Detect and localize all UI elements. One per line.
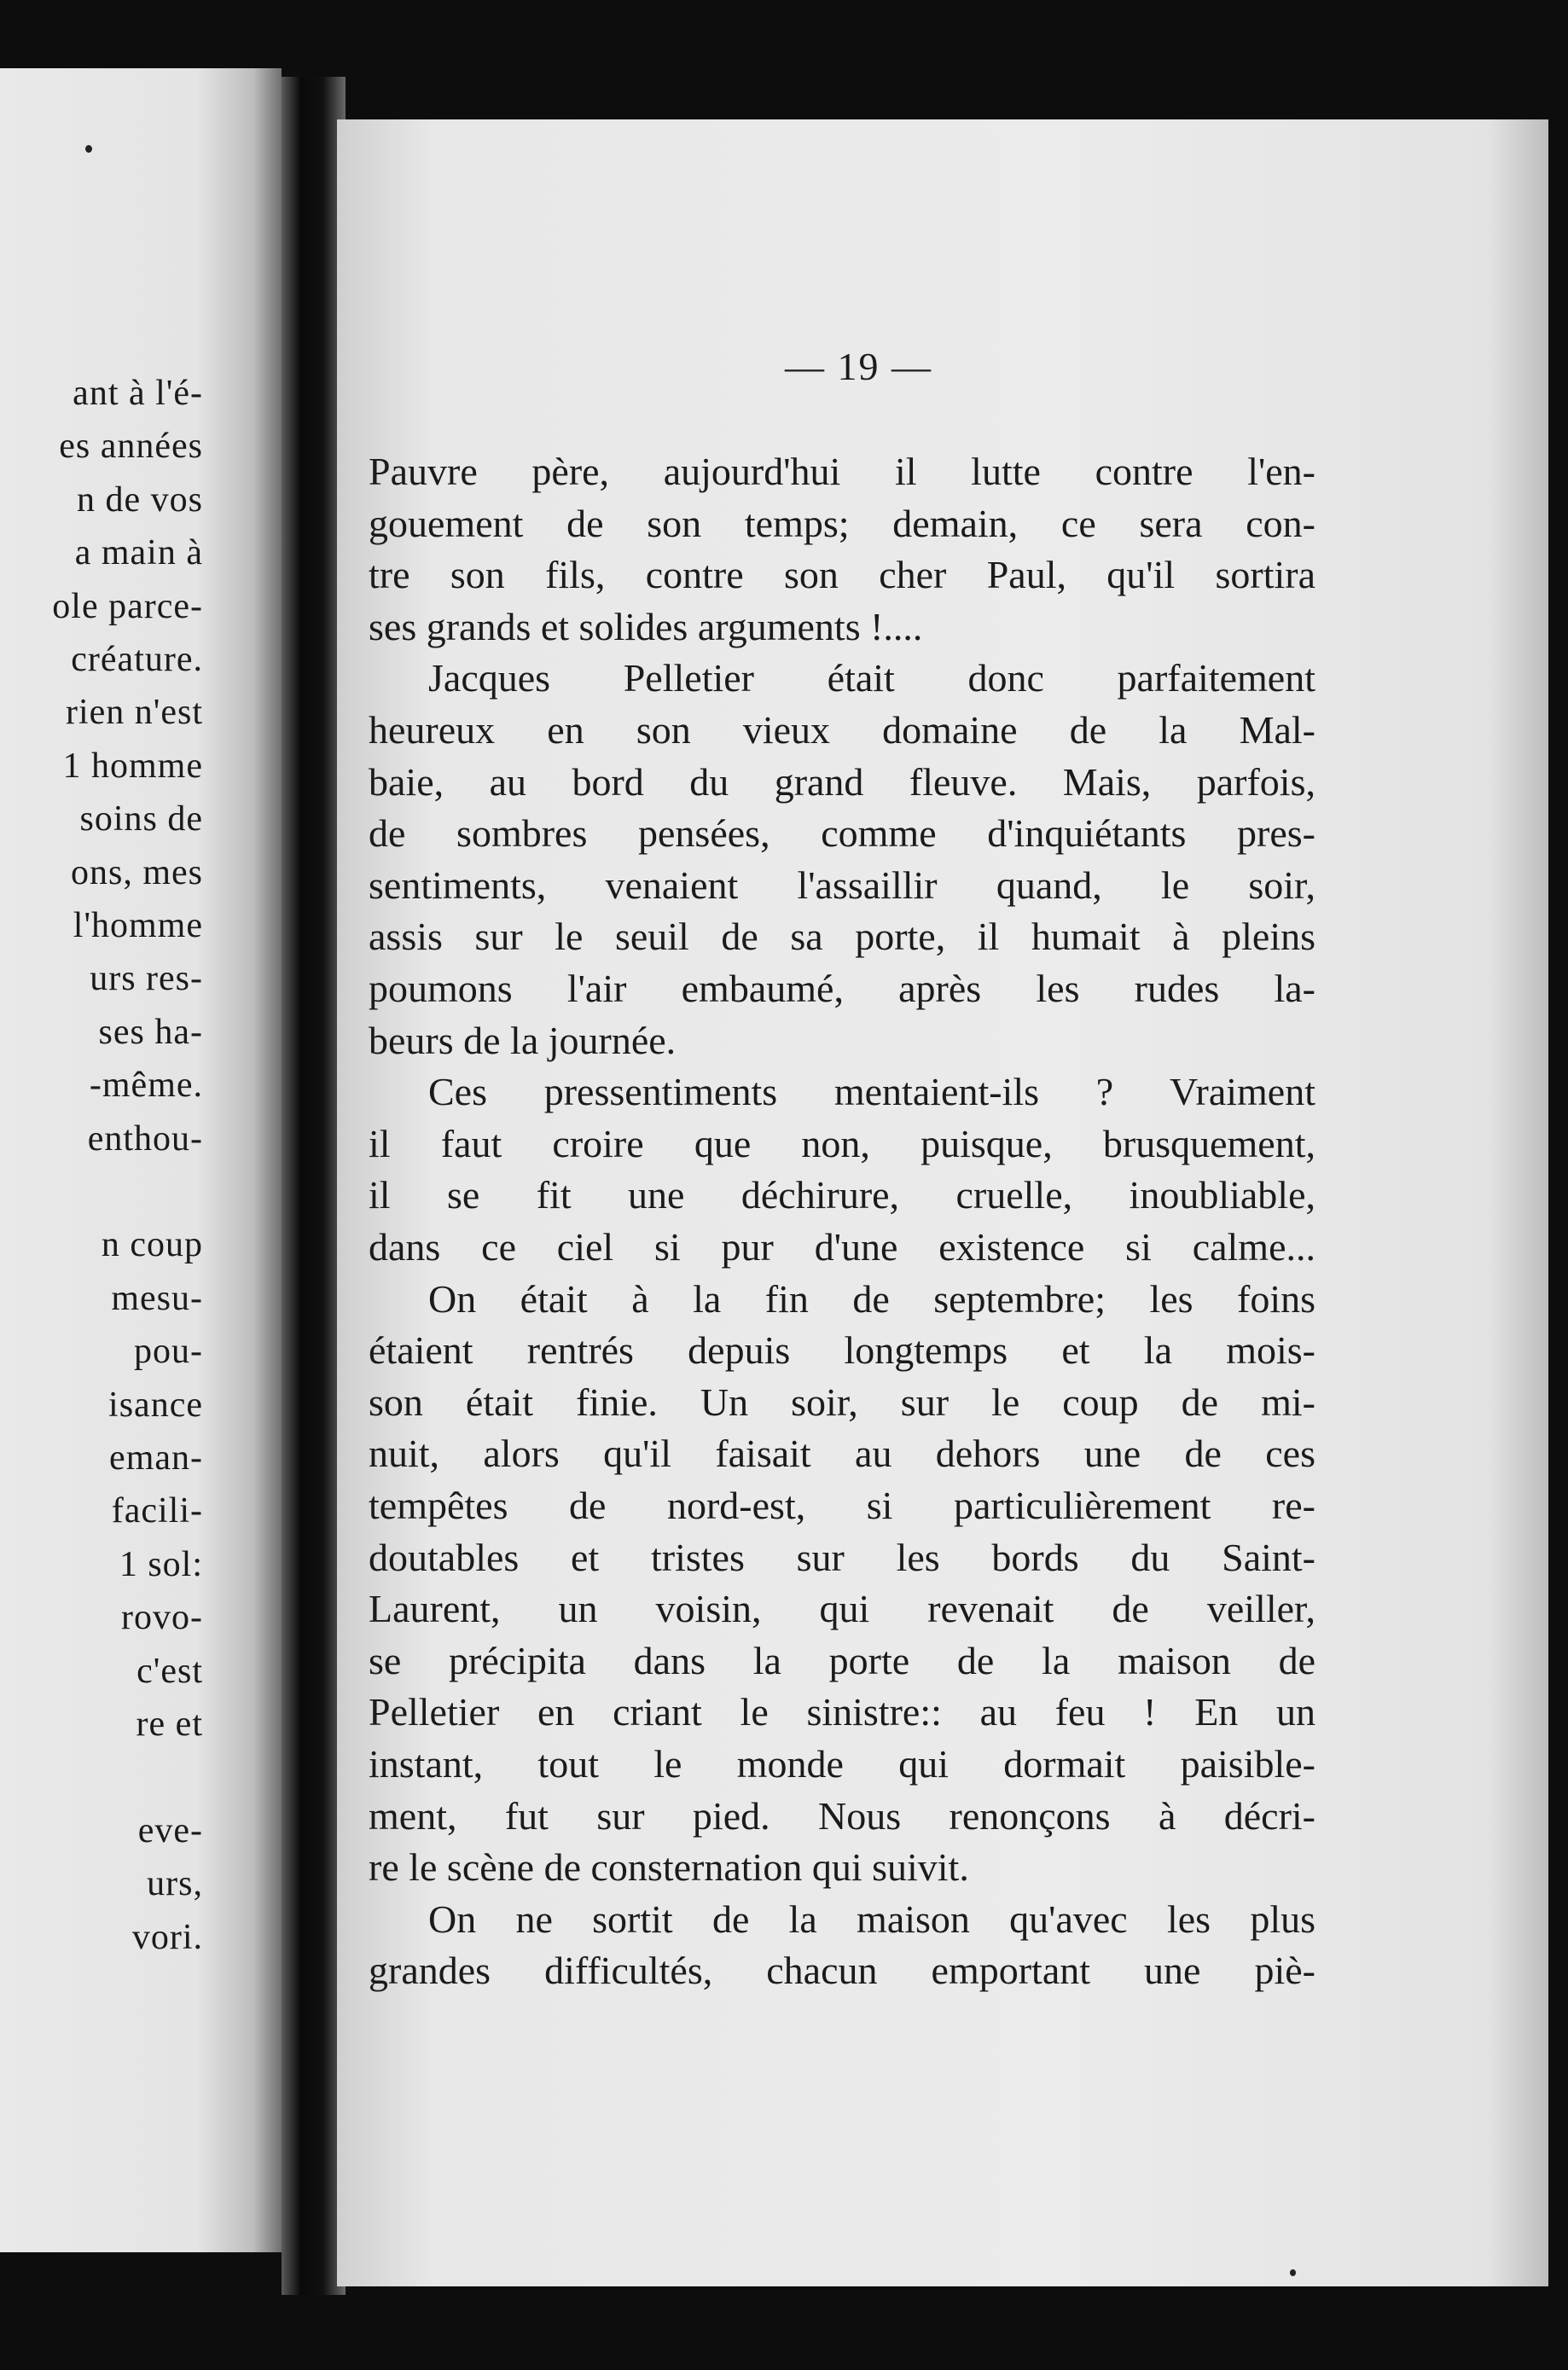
body-text-line: doutables et tristes sur les bords du Saint- — [369, 1535, 1315, 1579]
left-text-line: soins de — [79, 799, 203, 839]
body-text-line: sentiments, venaient l'assaillir quand, le soir, — [369, 863, 1315, 907]
left-text-line: créature. — [71, 640, 203, 679]
left-text-line: mesu- — [111, 1278, 203, 1318]
left-text-line: urs res- — [90, 959, 203, 999]
left-page-fragment — [0, 68, 282, 2252]
body-text-line: re le scène de consternation qui suivit. — [369, 1845, 969, 1890]
body-text-line: se précipita dans la porte de la maison de — [369, 1638, 1315, 1682]
body-text-line: de sombres pensées, comme d'inquiétants pres- — [369, 811, 1315, 856]
left-text-line: pou- — [134, 1332, 203, 1372]
body-text-line: ment, fut sur pied. Nous renonçons à décri- — [369, 1793, 1315, 1838]
body-text-line: On était à la fin de septembre; les foins — [428, 1276, 1315, 1321]
left-text-line: 1 homme — [62, 746, 203, 786]
body-text-line: Ces pressentiments mentaient-ils ? Vraiment — [428, 1070, 1315, 1114]
left-text-line: 1 sol: — [119, 1544, 203, 1584]
body-text-line: poumons l'air embaumé, après les rudes la- — [369, 967, 1315, 1010]
book-gutter — [282, 77, 346, 2295]
body-text-line: il se fit une déchirure, cruelle, inoubliable, — [369, 1173, 1315, 1217]
body-text-line: beurs de la journée. — [369, 1018, 677, 1062]
left-text-line: ons, mes — [71, 852, 203, 892]
left-text-line: ses ha- — [98, 1012, 203, 1052]
left-text-line: eve- — [137, 1810, 203, 1850]
left-text-line: rovo- — [121, 1598, 203, 1638]
left-text-line: rien n'est — [65, 693, 203, 733]
body-text-line: gouement de son temps; demain, ce sera con- — [369, 501, 1315, 545]
left-text-line: isance — [108, 1385, 203, 1425]
body-text-line: baie, au bord du grand fleuve. Mais, parfois, — [369, 759, 1315, 804]
body-text-line: dans ce ciel si pur d'une existence si calme... — [369, 1225, 1315, 1269]
left-text-line: vori. — [131, 1917, 203, 1957]
left-text-line: urs, — [147, 1864, 203, 1904]
body-text-line: Jacques Pelletier était donc parfaitement — [428, 656, 1315, 700]
body-text-line: heureux en son vieux domaine de la Mal- — [369, 708, 1315, 752]
body-text-line: tre son fils, contre son cher Paul, qu'il sortira — [369, 553, 1315, 597]
body-text-line: étaient rentrés depuis longtemps et la mois- — [369, 1328, 1315, 1373]
left-text-line: ant à l'é- — [73, 374, 203, 413]
body-text-line: il faut croire que non, puisque, brusquement, — [369, 1121, 1315, 1165]
left-text-line: facili- — [111, 1491, 203, 1531]
left-text-line: eman- — [109, 1438, 203, 1478]
left-text-line: n de vos — [77, 479, 203, 520]
left-text-line: c'est — [136, 1651, 203, 1691]
body-text-line: On ne sortit de la maison qu'avec les plus — [428, 1897, 1315, 1941]
body-text-line: nuit, alors qu'il faisait au dehors une de ces — [369, 1432, 1315, 1476]
body-text-line: ses grands et solides arguments !.... — [369, 604, 923, 648]
left-text-line: n coup — [101, 1225, 203, 1265]
speck — [1290, 2269, 1296, 2276]
body-text-line: instant, tout le monde qui dormait paisible- — [369, 1742, 1315, 1786]
body-text-line: tempêtes de nord-est, si particulièrement re- — [369, 1484, 1315, 1527]
left-text-line: ole parce- — [52, 586, 203, 626]
left-text-line: enthou- — [87, 1118, 203, 1159]
body-text-line: Pauvre père, aujourd'hui il lutte contre l'en- — [369, 450, 1315, 493]
left-text-line: l'homme — [73, 906, 203, 945]
body-text-line: son était finie. Un soir, sur le coup de mi- — [369, 1380, 1315, 1424]
body-text-line: Laurent, un voisin, qui revenait de veiller, — [369, 1587, 1315, 1631]
left-text-line: -même. — [89, 1066, 203, 1106]
speck — [85, 145, 92, 153]
body-text-line: assis sur le seuil de sa porte, il humait à pleins — [369, 915, 1315, 959]
left-text-line: re et — [136, 1705, 203, 1744]
page-number: — 19 — — [785, 345, 932, 388]
body-text-line: grandes difficultés, chacun emportant une piè- — [369, 1949, 1315, 1993]
body-text-line: Pelletier en criant le sinistre:: au feu ! En un — [369, 1690, 1315, 1734]
left-text-line: a main à — [74, 533, 203, 573]
left-text-line: es années — [59, 427, 203, 467]
